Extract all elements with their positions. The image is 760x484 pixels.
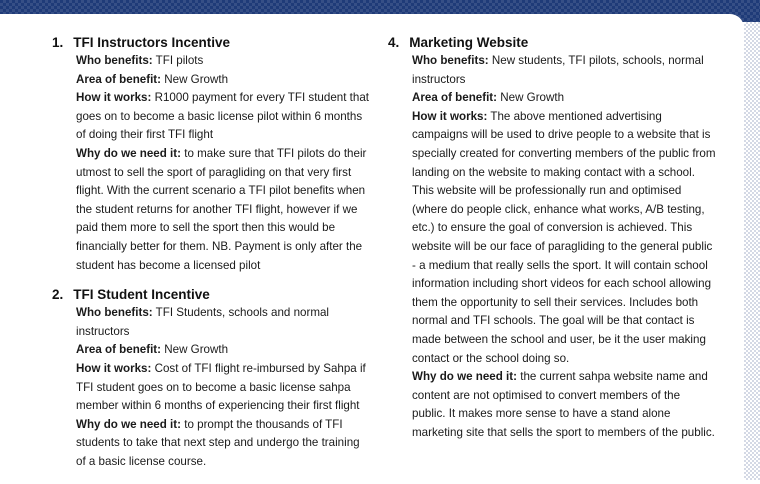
why-needed-text: to make sure that TFI pilots do their utmost to sell the sport of paragliding on that very first flight. With the current scenario a TFI pilot benefits when the student returns for another TFI flight, however if we paid them more to sell the sport then this would be financially better for them. NB. Payment is only after the student has become a licensed pilot xyxy=(76,146,367,272)
section-number: 4. xyxy=(388,35,400,50)
why-needed-line xyxy=(412,368,716,442)
who-benefits-text: New students, TFI pilots, schools, normal instructors xyxy=(412,54,704,86)
section-marketing-website xyxy=(388,33,716,442)
section-heading xyxy=(52,285,372,304)
area-of-benefit-label: Area of benefit: xyxy=(76,72,162,86)
why-needed-label: Why do we need it: xyxy=(412,370,517,384)
area-of-benefit-text: New Growth xyxy=(500,91,565,105)
section-body xyxy=(52,304,372,471)
why-needed-label: Why do we need it: xyxy=(76,417,181,431)
area-of-benefit-line xyxy=(76,71,372,90)
how-it-works-line xyxy=(76,89,372,145)
section-body xyxy=(52,52,372,275)
who-benefits-label: Who benefits: xyxy=(76,306,153,320)
section-number: 1. xyxy=(52,35,64,50)
right-edge-pattern xyxy=(744,14,760,480)
section-title: TFI Instructors Incentive xyxy=(73,35,231,50)
section-body xyxy=(388,52,716,442)
section-heading xyxy=(52,33,372,52)
how-it-works-text: R1000 payment for every TFI student that goes on to become a basic license pilot within 6 months of doing their first TFI flight xyxy=(76,91,369,142)
section-number: 2. xyxy=(52,287,64,303)
how-it-works-label: How it works: xyxy=(76,91,152,105)
area-of-benefit-label: Area of benefit: xyxy=(76,343,162,357)
how-it-works-label: How it works: xyxy=(412,109,488,123)
left-column xyxy=(52,33,372,481)
how-it-works-label: How it works: xyxy=(76,361,152,375)
section-tfi-student-incentive xyxy=(52,285,372,471)
who-benefits-line xyxy=(76,52,372,71)
section-title: Marketing Website xyxy=(409,35,529,50)
right-column xyxy=(388,33,716,452)
area-of-benefit-text: New Growth xyxy=(164,343,229,357)
who-benefits-text: TFI Students, schools and normal instructors xyxy=(76,306,330,338)
section-heading xyxy=(388,33,716,52)
who-benefits-line xyxy=(412,52,716,89)
how-it-works-line xyxy=(76,360,372,416)
area-of-benefit-text: New Growth xyxy=(164,72,229,86)
how-it-works-line xyxy=(412,108,716,368)
why-needed-line xyxy=(76,145,372,275)
why-needed-label: Why do we need it: xyxy=(76,146,181,160)
area-of-benefit-label: Area of benefit: xyxy=(412,91,498,105)
why-needed-text: the current sahpa website name and content are not optimised to convert members of the public. It makes more sense to have a stand alone marketing site that sells the sport to members of the public. xyxy=(412,370,715,439)
who-benefits-line xyxy=(76,304,372,341)
section-tfi-instructors-incentive xyxy=(52,33,372,275)
why-needed-line xyxy=(76,416,372,472)
who-benefits-label: Who benefits: xyxy=(412,54,489,67)
why-needed-text: to prompt the thousands of TFI students to take that next step and undergo the training of a basic license course. xyxy=(76,417,360,468)
who-benefits-label: Who benefits: xyxy=(76,54,153,67)
how-it-works-text: The above mentioned advertising campaigns will be used to drive people to a website that is specially created for converting members of the public from landing on the website to making contact with a school. This website will be professionally run and optimised (where do people click, enhance what works, A/B testing, etc.) to ensure the goal of conversion is achieved. This website will be our face of paragliding to the general public - a medium that really sells the sport. It will contain school information including short videos for each school allowing them the opportunity to sell their services. Includes both normal and TFI schools. The goal will be that contact is made between the school and user, be it the user making contact or the school doing so. xyxy=(412,109,716,365)
section-title: TFI Student Incentive xyxy=(73,287,210,303)
area-of-benefit-line xyxy=(412,89,716,108)
who-benefits-text: TFI pilots xyxy=(155,54,204,67)
area-of-benefit-line xyxy=(76,341,372,360)
how-it-works-text: Cost of TFI flight re-imbursed by Sahpa if TFI student goes on to become a basic license sahpa member within 6 months of experiencing their first flight xyxy=(76,361,366,413)
